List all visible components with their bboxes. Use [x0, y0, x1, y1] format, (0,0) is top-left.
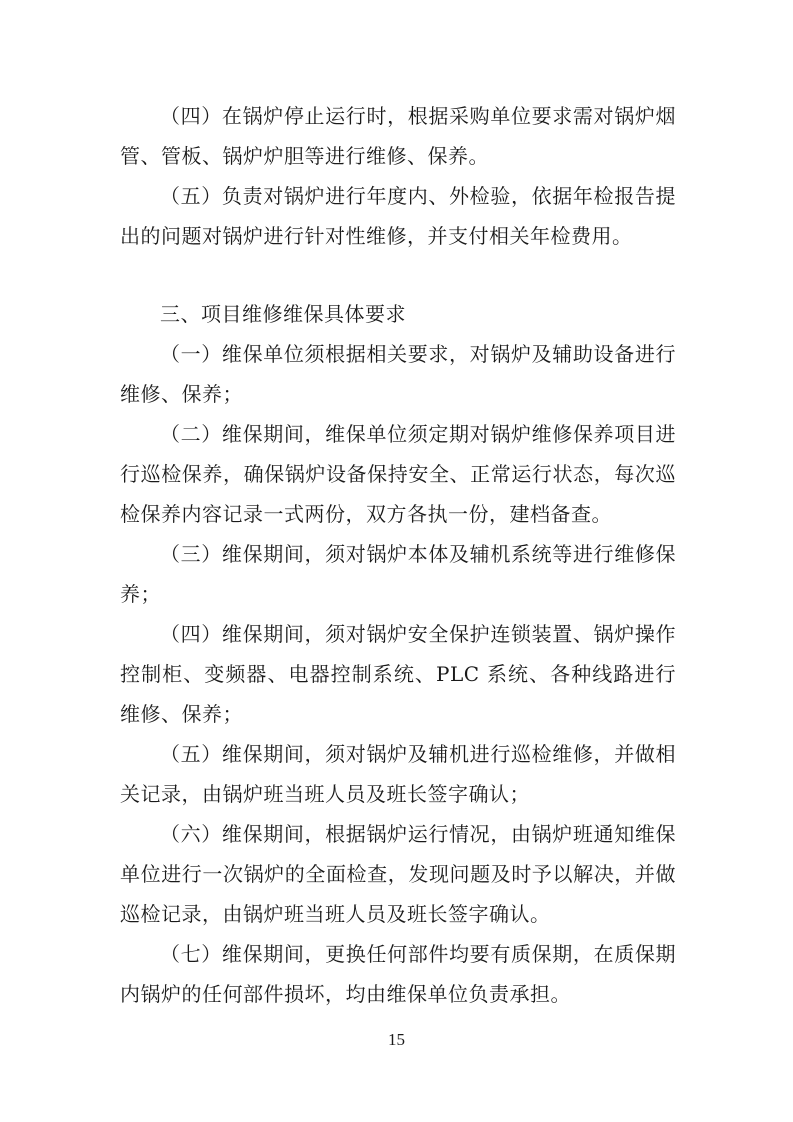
paragraph-boiler-shutdown-maintenance: （四）在锅炉停止运行时，根据采购单位要求需对锅炉烟管、管板、锅炉炉胆等进行维修、保养。	[120, 104, 676, 168]
paragraph-requirement-2: （二）维保期间，维保单位须定期对锅炉维修保养项目进行巡检保养，确保锅炉设备保持安全、正常运行状态，每次巡检保养内容记录一式两份，双方各执一份，建档备查。	[120, 422, 676, 526]
section-heading: 三、项目维修维保具体要求	[160, 302, 406, 326]
paragraph-requirement-4: （四）维保期间，须对锅炉安全保护连锁装置、锅炉操作控制柜、变频器、电器控制系统、PLC 系统、各种线路进行维修、保养；	[120, 622, 676, 726]
paragraph-requirement-1: （一）维保单位须根据相关要求，对锅炉及辅助设备进行维修、保养；	[120, 342, 676, 406]
paragraph-requirement-3: （三）维保期间，须对锅炉本体及辅机系统等进行维修保养；	[120, 542, 676, 606]
paragraph-annual-inspection: （五）负责对锅炉进行年度内、外检验，依据年检报告提出的问题对锅炉进行针对性维修，并支付相关年检费用。	[120, 184, 676, 248]
paragraph-requirement-6: （六）维保期间，根据锅炉运行情况，由锅炉班通知维保单位进行一次锅炉的全面检查，发现问题及时予以解决，并做巡检记录，由锅炉班当班人员及班长签字确认。	[120, 822, 676, 926]
paragraph-requirement-5: （五）维保期间，须对锅炉及辅机进行巡检维修，并做相关记录，由锅炉班当班人员及班长签字确认；	[120, 742, 676, 806]
document-body	[120, 96, 676, 1014]
page-number: 15	[388, 1030, 405, 1049]
paragraph-requirement-7: （七）维保期间，更换任何部件均要有质保期，在质保期内锅炉的任何部件损坏，均由维保单位负责承担。	[120, 942, 676, 1006]
